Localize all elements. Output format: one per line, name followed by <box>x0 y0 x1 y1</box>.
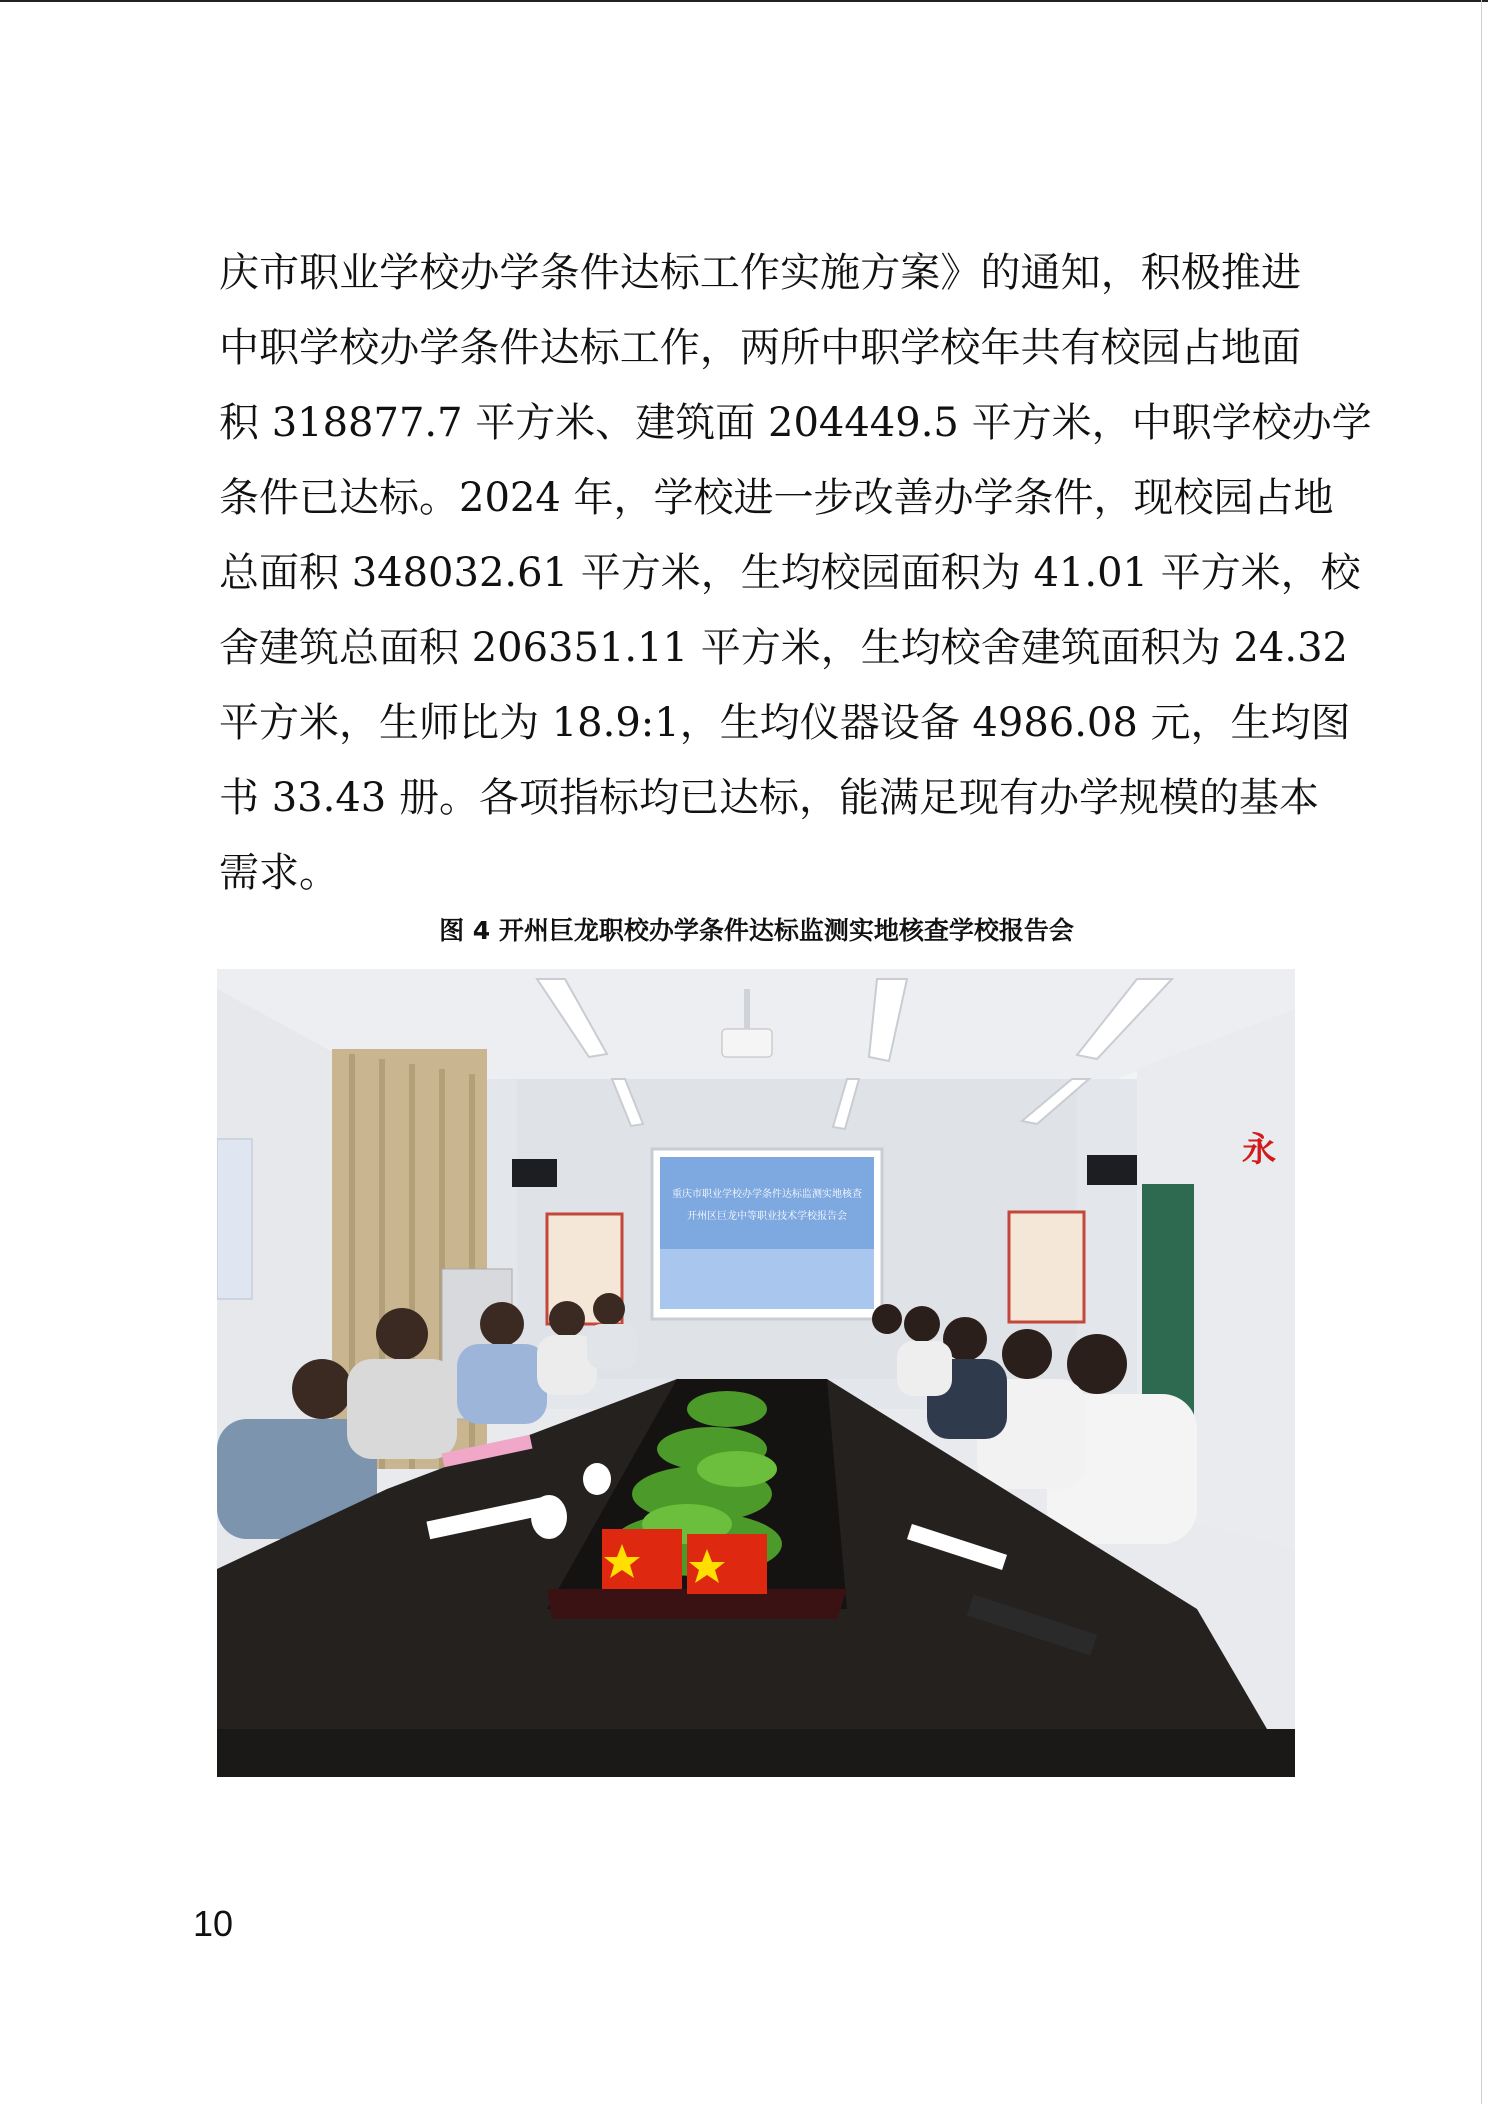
paragraph-line: 积 318877.7 平方米、建筑面 204449.5 平方米，中职学校办学 <box>219 400 1372 446</box>
right-border-line <box>1481 0 1482 2104</box>
paragraph-line: 庆市职业学校办学条件达标工作实施方案》的通知，积极推进 <box>219 250 1301 296</box>
screen-text-line-1: 重庆市职业学校办学条件达标监测实地核查 <box>672 1189 862 1200</box>
paragraph-line: 平方米，生师比为 18.9:1，生均仪器设备 4986.08 元，生均图 <box>219 700 1351 746</box>
paragraph-line: 中职学校办学条件达标工作，两所中职学校年共有校园占地面 <box>219 325 1301 371</box>
paragraph-line: 条件已达标。2024 年，学校进一步改善办学条件，现校园占地 <box>219 475 1334 521</box>
body-paragraph <box>219 236 1372 911</box>
meeting-room-illustration <box>217 969 1295 1777</box>
page-number: 10 <box>193 1903 234 1944</box>
paragraph-line: 需求。 <box>219 850 339 896</box>
paragraph-line: 总面积 348032.61 平方米，生均校园面积为 41.01 平方米，校 <box>219 550 1361 596</box>
figure-caption: 图 4 开州巨龙职校办学条件达标监测实地核查学校报告会 <box>439 916 1074 945</box>
paragraph-line: 书 33.43 册。各项指标均已达标，能满足现有办学规模的基本 <box>219 775 1319 821</box>
wall-character: 永 <box>1242 1130 1276 1170</box>
meeting-photo <box>217 969 1295 1777</box>
screen-text-line-2: 开州区巨龙中等职业技术学校报告会 <box>687 1211 847 1222</box>
top-border-line <box>0 0 1488 2</box>
paragraph-line: 舍建筑总面积 206351.11 平方米，生均校舍建筑面积为 24.32 <box>219 625 1348 671</box>
